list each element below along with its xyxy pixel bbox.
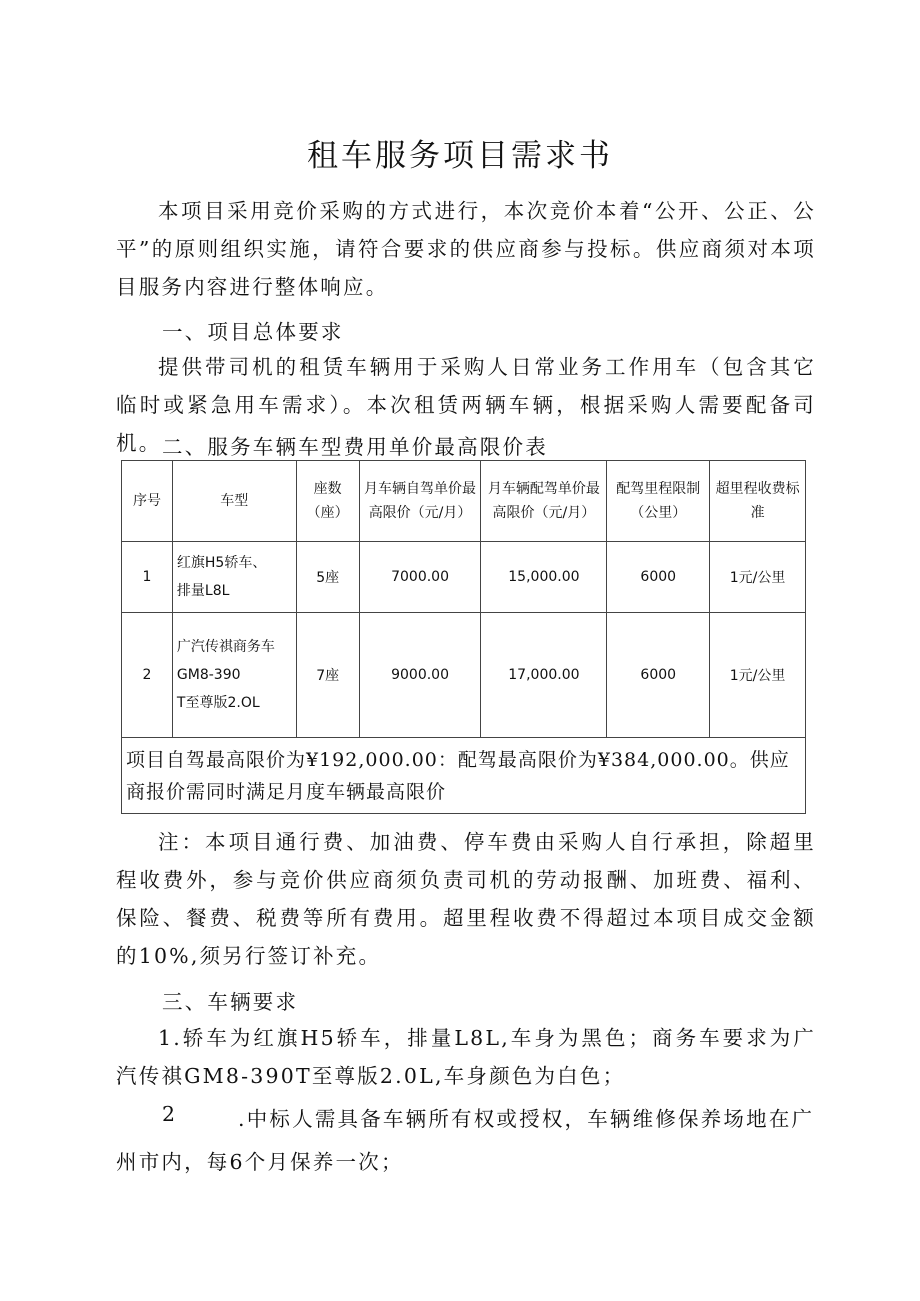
header-seats: 座数（座）	[296, 461, 359, 542]
row-model	[172, 542, 296, 613]
header-self-price: 月车辆自驾单价最高限价（元/月）	[359, 461, 481, 542]
row-seats: 7座	[296, 613, 359, 738]
row-seats: 5座	[296, 542, 359, 613]
table-summary-row	[122, 738, 806, 814]
row-excess: 1元/公里	[710, 613, 806, 738]
row-driver-price: 15,000.00	[481, 542, 607, 613]
intro-paragraph: 本项目采用竞价采购的方式进行，本次竞价本着“公开、公正、公平”的原则组织实施，请符合要求的供应商参与投标。供应商须对本项目服务内容进行整体响应。	[116, 199, 816, 299]
section2-heading: 二、服务车辆车型费用单价最高限价表	[162, 435, 548, 459]
section1-heading: 一、项目总体要求	[162, 320, 344, 344]
row-excess: 1元/公里	[710, 542, 806, 613]
section3-heading: 三、车辆要求	[162, 990, 299, 1014]
vehicle-requirement-2-line2: 州市内，每6个月保养一次；	[116, 1150, 404, 1174]
model-line: 排量L8L	[176, 583, 230, 599]
table-row	[122, 542, 806, 613]
row-driver-price: 17,000.00	[481, 613, 607, 738]
vehicle-requirement-2-number: 2	[162, 1102, 178, 1126]
document-title: 租车服务项目需求书	[307, 138, 613, 174]
header-excess-fee: 超里程收费标准	[710, 461, 806, 542]
model-line: 广汽传祺商务车	[176, 639, 275, 655]
row-self-price: 7000.00	[359, 542, 481, 613]
row-self-price: 9000.00	[359, 613, 481, 738]
header-model: 车型	[172, 461, 296, 542]
model-line: GM8-390	[176, 667, 241, 683]
row-mileage: 6000	[607, 542, 710, 613]
row-no: 1	[122, 542, 173, 613]
vehicle-requirement-2-line1: .中标人需具备车辆所有权或授权，车辆维修保养场地在广	[238, 1107, 815, 1131]
vehicle-requirement-1: 1.轿车为红旗H5轿车，排量L8L,车身为黑色；商务车要求为广汽传祺GM8-390T至尊版2.0L,车身颜色为白色；	[116, 1026, 816, 1088]
model-line: 红旗H5轿车、	[176, 555, 267, 571]
row-mileage: 6000	[607, 613, 710, 738]
row-no: 2	[122, 613, 173, 738]
price-limit-table	[121, 460, 806, 814]
model-line: T至尊版2.OL	[176, 695, 260, 711]
header-mileage-limit: 配驾里程限制（公里）	[607, 461, 710, 542]
header-no: 序号	[122, 461, 173, 542]
note-paragraph: 注：本项目通行费、加油费、停车费由采购人自行承担，除超里程收费外，参与竞价供应商须负责司机的劳动报酬、加班费、福利、保险、餐费、税费等所有费用。超里程收费不得超过本项目成交金额的10%,须另行签订补充。	[116, 830, 816, 968]
header-driver-price: 月车辆配驾单价最高限价（元/月）	[481, 461, 607, 542]
section1-text: 提供带司机的租赁车辆用于采购人日常业务工作用车（包含其它临时或紧急用车需求）。本次租赁两辆车辆，根据采购人需要配备司机。	[116, 355, 816, 455]
table-row	[122, 613, 806, 738]
table-header-row	[122, 461, 806, 542]
table-summary: 项目自驾最高限价为¥192,000.00：配驾最高限价为¥384,000.00。供应商报价需同时满足月度车辆最高限价	[122, 738, 806, 814]
row-model	[172, 613, 296, 738]
